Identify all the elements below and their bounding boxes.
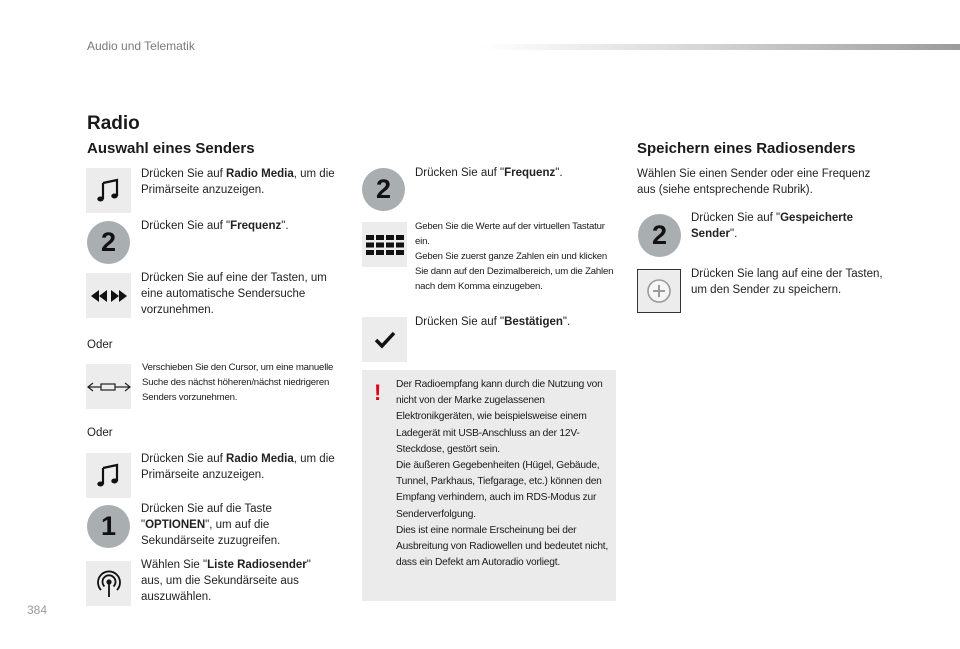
- left-column-title: Auswahl eines Senders: [87, 140, 255, 157]
- checkmark-icon: [362, 317, 407, 362]
- left-step1-text: Drücken Sie auf Radio Media, um die Primärseite anzuzeigen.: [141, 168, 335, 196]
- left-step6-text: Drücken Sie auf die Taste "OPTIONEN", um auf die Sekundärseite zuzugreifen.: [141, 503, 281, 547]
- radio-broadcast-icon: [86, 561, 131, 606]
- left-step5-text: Drücken Sie auf Radio Media, um die Primärseite anzuzeigen.: [141, 453, 335, 481]
- right-column-title: Speichern eines Radiosenders: [637, 140, 856, 157]
- middle-step1-text: Drücken Sie auf "Frequenz".: [415, 167, 563, 179]
- step-number-badge: 2: [638, 214, 681, 257]
- slider-cursor-icon: [86, 364, 131, 409]
- step-number-badge: 2: [362, 168, 405, 211]
- right-intro-text: Wählen Sie einen Sender oder eine Frequenz aus (siehe entsprechende Rubrik).: [637, 168, 871, 196]
- header-divider: [482, 44, 960, 50]
- plus-preset-icon: [637, 269, 681, 313]
- step-number-badge: 2: [87, 221, 130, 264]
- middle-step2-text: Geben Sie die Werte auf der virtuellen Tastatur ein. Geben Sie zuerst ganze Zahlen ein und klicken Sie dann auf den Dezimalbereich, um die Zahlen nach dem Komma einzugeben.: [415, 221, 614, 292]
- left-step3-text: Drücken Sie auf eine der Tasten, um eine automatische Sendersuche vorzunehmen.: [141, 272, 327, 316]
- or-label: Oder: [87, 427, 113, 439]
- left-step4-text: Verschieben Sie den Cursor, um eine manuelle Suche des nächst höheren/nächst niedrigeren Senders vorzunehmen.: [142, 362, 334, 403]
- warning-icon: !: [374, 380, 382, 405]
- header-title: Audio und Telematik: [87, 39, 195, 53]
- left-step7-text: Wählen Sie "Liste Radiosender" aus, um die Sekundärseite aus auszuwählen.: [141, 559, 311, 603]
- or-label: Oder: [87, 339, 113, 351]
- middle-step3-text: Drücken Sie auf "Bestätigen".: [415, 316, 571, 328]
- warning-text: Der Radioempfang kann durch die Nutzung von nicht von der Marke zugelassenen Elektronikgeräten, wie beispielsweise einem Ladegerät mit USB-Anschluss an der 12V-Steckdose, gestört sein. Die äußeren Gegebenheiten (Hügel, Gebäude, Tunnel, Parkhaus, Tiefgarage, etc.) können den Empfang verhindern, auch im RDS-Modus zur Senderverfolgung. Dies ist eine normale Erscheinung bei der Ausbreitung von Radiowellen und bedeutet nicht, dass ein Defekt am Autoradio vorliegt.: [396, 379, 609, 569]
- step-number-badge: 1: [87, 505, 130, 548]
- music-note-icon: [86, 453, 131, 498]
- keypad-icon: [362, 222, 407, 267]
- right-step1-text: Drücken Sie auf "Gespeicherte Sender".: [691, 212, 853, 240]
- seek-arrows-icon: [86, 273, 131, 318]
- section-title: Radio: [87, 113, 140, 134]
- page-number: 384: [27, 603, 48, 617]
- left-step2-text: Drücken Sie auf "Frequenz".: [141, 220, 289, 232]
- right-step2-text: Drücken Sie lang auf eine der Tasten, um den Sender zu speichern.: [691, 268, 883, 296]
- music-note-icon: [86, 168, 131, 213]
